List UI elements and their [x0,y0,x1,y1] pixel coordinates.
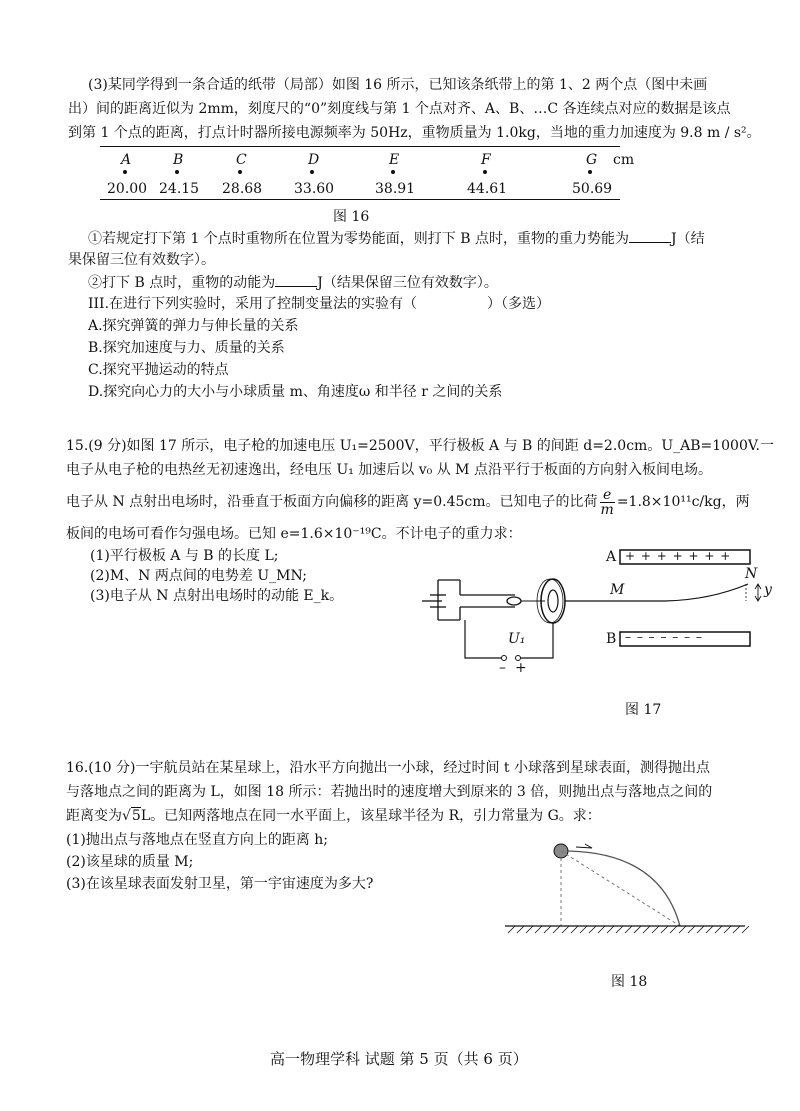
tape-point-label: F [481,152,491,168]
q16-ask-3: (3)在该星球表面发射卫星，第一宇宙速度为多大? [66,876,374,892]
answer-blank-2[interactable] [275,272,317,287]
tape-top-edge [100,146,620,147]
tape-point-label: B [173,152,184,168]
q14-p3-line-1: (3)某同学得到一条合适的纸带（局部）如图 16 所示，已知该条纸带上的第 1、2 两个点（图中未画 [88,77,708,93]
tape-point-dot [391,170,395,174]
tape-unit: cm [613,152,635,168]
q14-sub1-line-1 [88,228,705,249]
q16-line-2: 与落地点之间的距离为 L，如图 18 所示：若抛出时的速度增大到原来的 3 倍，则抛出点与落地点之间的 [66,784,713,800]
point-m-label: M [610,582,625,598]
sqrt-radicand: 5 [131,808,141,824]
tape-point-label: D [308,152,320,168]
q16-line-3-head: 距离变为 [66,808,122,824]
negative-terminal-label: – [499,660,506,676]
tape-point-label: G [586,152,598,168]
tape-point-dot [238,170,242,174]
q16-ask-1: (1)抛出点与落地点在竖直方向上的距离 h; [66,832,329,848]
trajectory-curve [568,851,680,926]
q16-line-3-tail: L。已知两落地点在同一水平面上，该星球半径为 R，引力常量为 G。求： [140,808,601,824]
electron-gun [422,580,545,620]
q15-ask-3: (3)电子从 N 点射出电场时的动能 E_k。 [90,588,344,604]
q14-sub2 [88,272,498,293]
figure-18-caption: 图 18 [611,974,648,990]
tape-point-dot [483,170,487,174]
tape-point-value: 24.15 [159,181,200,197]
answer-blank-1[interactable] [629,228,671,243]
tape-point-label: A [121,152,132,168]
charge-mass-fraction [600,488,615,517]
q15-ask-1: (1)平行极板 A 与 B 的长度 L; [90,548,279,564]
tape-point-value: 38.91 [375,181,416,197]
tape-point-dot [123,170,127,174]
q15-line-3-head: 电子从 N 点射出电场时，沿垂直于板面方向偏移的距离 y=0.45cm。已知电子的比荷 [66,494,598,510]
tape-point-label: E [389,152,400,168]
q14-p3-line-2: 出）间的距离近似为 2mm，刻度尺的“0”刻度线与第 1 个点对齐、A、B、…C 各连续点对应的数据是该点 [68,101,731,117]
plate-b-charges: – – – – – – – [625,630,703,644]
q16-ask-2: (2)该星球的质量 M; [66,854,194,870]
option-c: C.探究平抛运动的特点 [88,362,229,378]
option-d: D.探究向心力的大小与小球质量 m、角速度ω 和半径 r 之间的关系 [88,384,503,400]
plate-b-label: B [606,631,617,647]
q14-sub2-text: ②打下 B 点时，重物的动能为 [88,275,276,291]
q15-ask-2: (2)M、N 两点间的电势差 U_MN; [90,568,307,584]
anode-ring [537,579,565,623]
voltage-u1-label: U₁ [508,631,526,647]
plate-a-charges: + + + + + + + [625,549,732,563]
tape-point-value: 44.61 [467,181,508,197]
q14-sub1-line-2: 果保留三位有效数字）。 [68,252,215,268]
q15-line-3-tail: =1.8×10¹¹c/kg，两 [616,494,750,510]
wire-left [465,620,502,658]
q15-line-4: 板间的电场可看作匀强电场。已知 e=1.6×10⁻¹⁹C。不计电子的重力求： [66,526,522,542]
q14-p3-line-3: 到第 1 个点的距离，打点计时器所接电源频率为 50Hz，重物质量为 1.0kg，当地的重力加速度为 9.8 m / s²。 [68,125,761,141]
q16-line-3 [66,806,601,826]
positive-terminal-label: + [515,660,527,676]
page-footer: 高一物理学科 试题 第 5 页（共 6 页） [270,1050,528,1068]
fraction-numerator: e [600,488,615,503]
figure-18-projectile [500,838,760,948]
tape-point-dot [310,170,314,174]
tape-point-value: 28.68 [222,181,263,197]
point-n-label: N [745,566,758,582]
tape-point-dot [588,170,592,174]
electron-path [565,584,748,601]
q14-sub1-text: ①若规定打下第 1 个点时重物所在位置为零势能面，则打下 B 点时，重物的重力势能为 [88,231,629,247]
tape-point-value: 50.69 [572,181,613,197]
fraction-denominator: m [600,501,614,518]
option-b: B.探究加速度与力、质量的关系 [88,340,285,356]
ground-hatching [508,926,749,933]
tape-point-dot [175,170,179,174]
q15-line-2: 电子从电子枪的电热丝无初速逸出，经电压 U₁ 加速后以 v₀ 从 M 点沿平行于板面的方向射入板间电场。 [66,462,712,478]
tape-bottom-edge [100,199,620,200]
offset-y-label: y [764,582,772,598]
tape-point-label: C [236,152,247,168]
tape-point-value: 20.00 [107,181,148,197]
q14-part3-stem: III.在进行下列实验时，采用了控制变量法的实验有（ ）（多选） [88,296,551,312]
figure-16-caption: 图 16 [333,209,370,225]
tape-point-value: 33.60 [294,181,335,197]
figure-17-caption: 图 17 [625,702,662,718]
q14-sub2-tail: J（结果保留三位有效数字）。 [317,275,498,291]
velocity-arrow [576,844,592,848]
q14-sub1-tail: J（结 [671,231,705,247]
q16-line-1: 16.(10 分)一宇航员站在某星球上，沿水平方向抛出一小球，经过时间 t 小球落到星球表面，测得抛出点 [66,760,710,776]
q15-line-1: 15.(9 分)如图 17 所示，电子枪的加速电压 U₁=2500V，平行极板 A 与 B 的间距 d=2.0cm。U_AB=1000V.一 [66,438,774,454]
sqrt-symbol: √ [122,808,131,824]
plate-a-label: A [606,549,617,565]
option-a: A.探究弹簧的弹力与伸长量的关系 [88,318,299,334]
q15-line-3 [66,484,750,520]
